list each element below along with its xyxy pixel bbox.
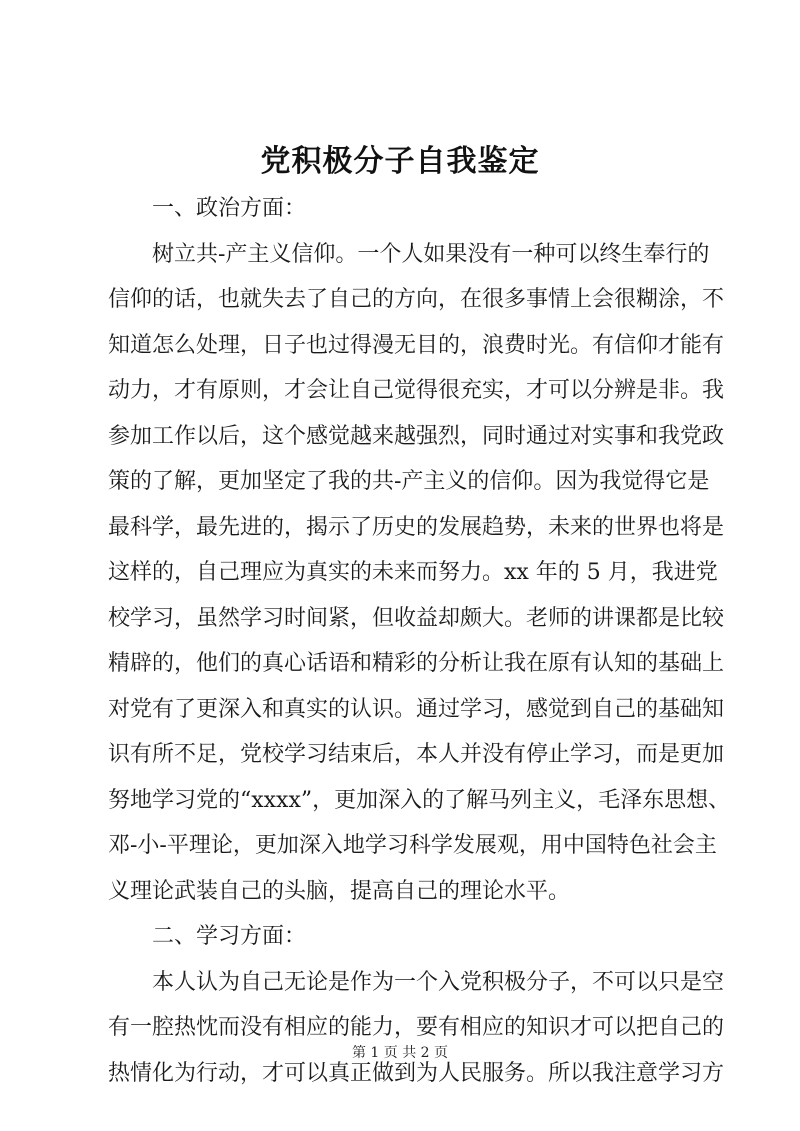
paragraph-line: 识有所不足，党校学习结束后，本人并没有停止学习，而是更加 <box>108 742 725 767</box>
paragraph-line: 最科学，最先进的，揭示了历史的发展趋势，未来的世界也将是 <box>108 514 725 540</box>
paragraph-line: 参加工作以后，这个感觉越来越强烈，同时通过对实事和我党政 <box>108 423 725 449</box>
paragraph-line: 邓-小-平理论，更加深入地学习科学发展观，用中国特色社会主 <box>108 833 717 858</box>
paragraph-line: 热情化为行动，才可以真正做到为人民服务。所以我注意学习方 <box>108 1060 725 1086</box>
paragraph-line: 本人认为自己无论是作为一个入党积极分子，不可以只是空 <box>152 969 725 995</box>
paragraph-line: 树立共-产主义信仰。一个人如果没有一种可以终生奉行的 <box>152 241 710 267</box>
paragraph-line: 动力，才有原则，才会让自己觉得很充实，才可以分辨是非。我 <box>108 378 725 403</box>
section-heading-politics: 一、政治方面： <box>152 196 307 221</box>
paragraph-line: 有一腔热忱而没有相应的能力，要有相应的知识才可以把自己的 <box>108 1015 725 1040</box>
section-heading-study: 二、学习方面： <box>152 924 307 949</box>
paragraph-line: 知道怎么处理，日子也过得漫无目的，浪费时光。有信仰才能有 <box>108 332 725 358</box>
document-body <box>108 186 731 1096</box>
paragraph-line: 努地学习党的“xxxx”，更加深入的了解马列主义，毛泽东思想、 <box>108 787 731 813</box>
paragraph-line: 信仰的话，也就失去了自己的方向，在很多事情上会很糊涂，不 <box>108 287 725 312</box>
paragraph-line: 义理论武装自己的头脑，提高自己的理论水平。 <box>108 878 571 904</box>
paragraph-line: 精辟的，他们的真心话语和精彩的分析让我在原有认知的基础上 <box>108 651 725 676</box>
paragraph-line: 对党有了更深入和真实的认识。通过学习，感觉到自己的基础知 <box>108 696 725 722</box>
paragraph-line: 策的了解，更加坚定了我的共-产主义的信仰。因为我觉得它是 <box>108 469 710 494</box>
page-number-footer: 第 1 页 共 2 页 <box>351 1045 449 1061</box>
document-title: 党积极分子自我鉴定 <box>260 144 540 179</box>
paragraph-line: 这样的，自己理应为真实的未来而努力。xx 年的 5 月，我进党 <box>108 560 718 585</box>
paragraph-line: 校学习，虽然学习时间紧，但收益却颇大。老师的讲课都是比较 <box>108 605 725 631</box>
